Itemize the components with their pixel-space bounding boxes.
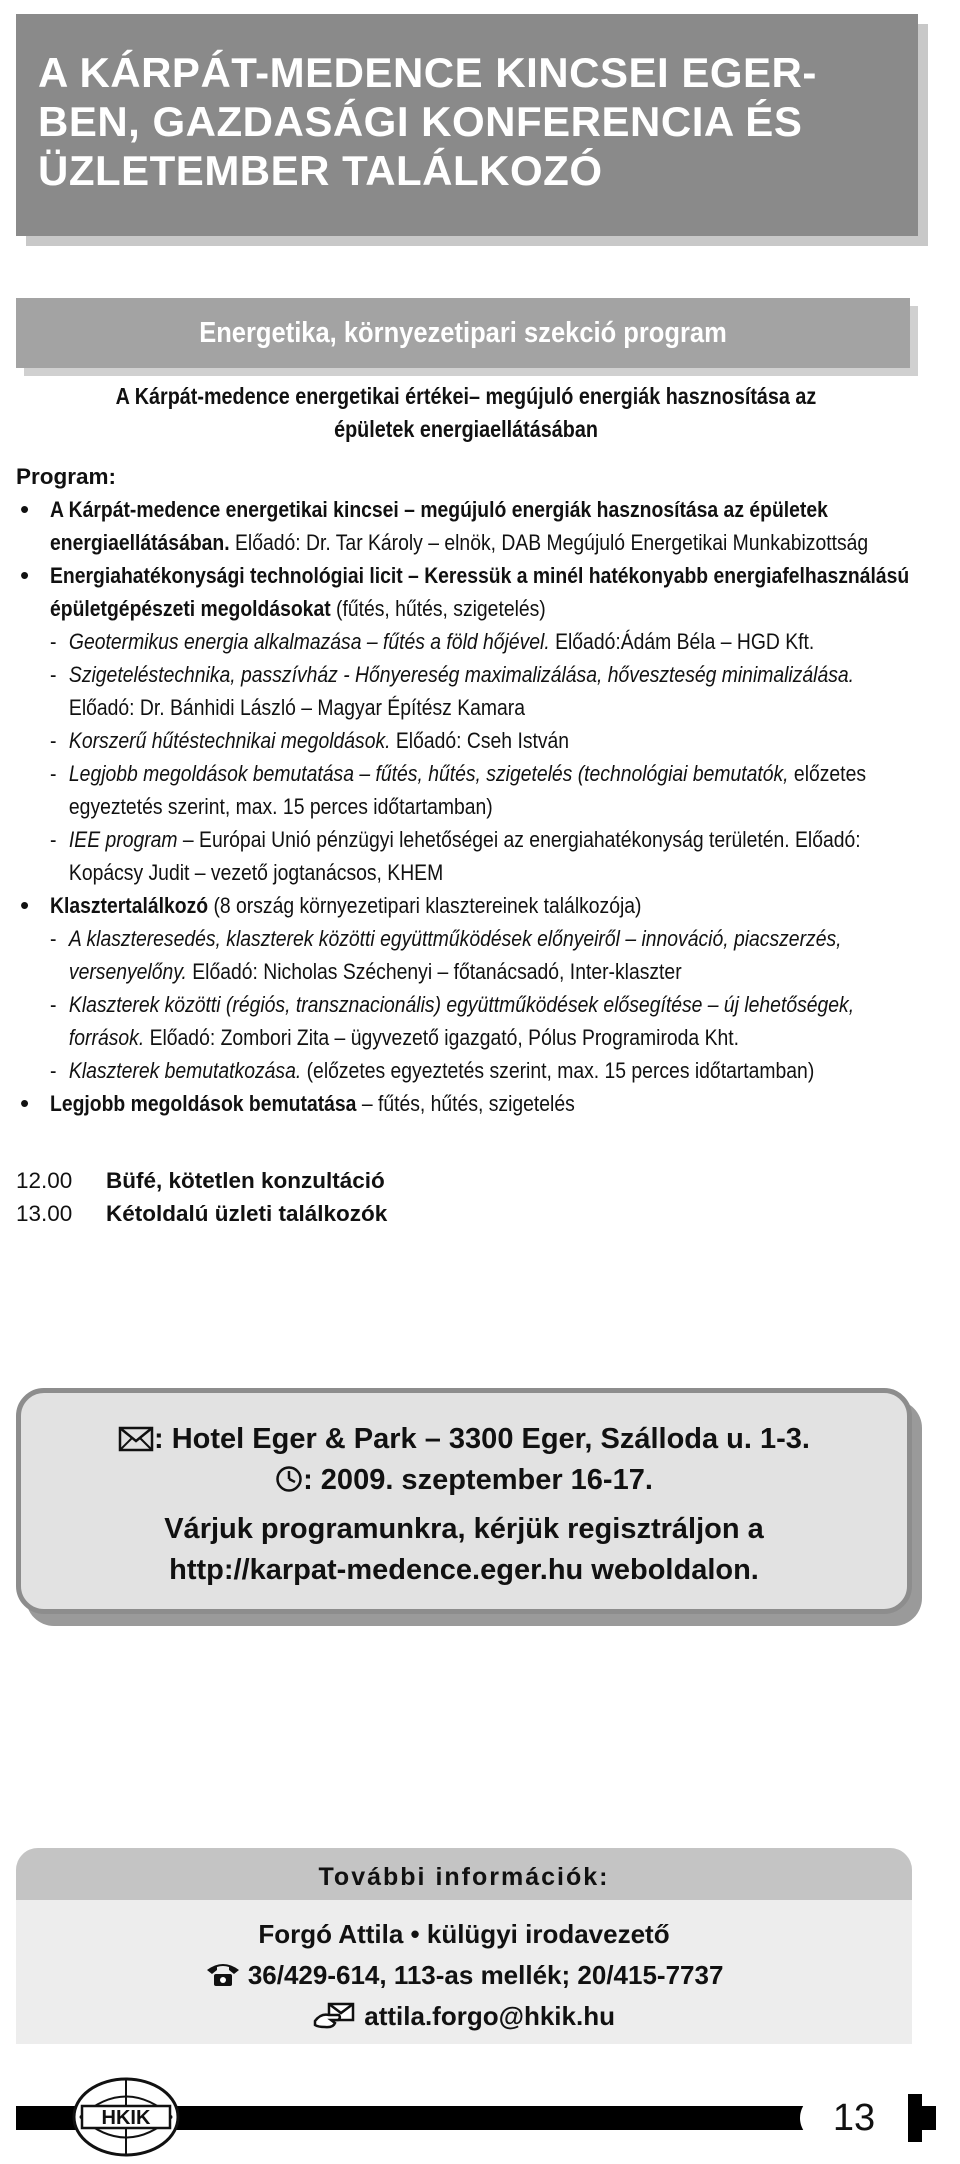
sub-item-title: Szigeteléstechnika, passzívház - Hőnyereség maximalizálása, hőveszteség minimalizálása. — [68, 662, 855, 687]
subtitle-line-2: épületek energiaellátásában — [334, 416, 598, 442]
sub-item-title: A klaszteresedés, klaszterek közötti együttműködések előnyeiről – innováció, piacszerzés, versenyelőny. — [68, 926, 842, 984]
subtitle-line-1: A Kárpát-medence energetikai értékei– megújuló energiák hasznosítása az — [115, 383, 817, 409]
sub-item — [50, 922, 919, 988]
program-item-detail: – fűtés, hűtés, szigetelés — [356, 1091, 575, 1116]
contact-heading: További információk: — [16, 1848, 912, 1900]
sub-item-detail: Előadó: Nicholas Széchenyi – főtanácsadó, Inter-klaszter — [186, 959, 682, 984]
invite-line-2[interactable]: http://karpat-medence.eger.hu weboldalon. — [169, 1554, 759, 1586]
program-item-title: Energiahatékonysági technológiai licit – Keressük a minél hatékonyabb energiafelhasználású épületgépészeti megoldásokat — [50, 563, 910, 621]
envelope-icon — [118, 1426, 154, 1452]
schedule-row — [16, 1164, 916, 1197]
telephone-icon — [205, 1960, 241, 1988]
sub-item — [50, 658, 919, 724]
contact-email-text[interactable]: attila.forgo@hkik.hu — [364, 2001, 615, 2031]
page-number-cap — [908, 2094, 922, 2142]
schedule-time: 13.00 — [16, 1201, 73, 1226]
contact-body — [16, 1900, 912, 2037]
program-item-title: A Kárpát-medence energetikai kincsei – megújuló energiák hasznosítása az épületek energiaellátásában. — [50, 497, 828, 555]
page-number-box — [800, 2094, 908, 2142]
sub-item-title: Klaszterek bemutatkozása. — [68, 1058, 302, 1083]
header-band — [16, 14, 918, 236]
event-date — [21, 1460, 907, 1501]
program-item-detail: (fűtés, hűtés, szigetelés) — [330, 596, 546, 621]
sub-item — [50, 625, 919, 658]
sub-list — [50, 625, 919, 889]
program-label: Program: — [16, 464, 117, 489]
program-list — [16, 493, 916, 1120]
venue-info-box — [16, 1388, 912, 1614]
contact-phone-text: 36/429-614, 113-as mellék; 20/415-7737 — [247, 1960, 724, 1990]
logo-text: HKIK — [101, 2107, 151, 2129]
schedule-time: 12.00 — [16, 1168, 73, 1193]
sub-item-title: IEE program — [68, 827, 178, 852]
invite-line-1: Várjuk programunkra, kérjük regisztráljon a — [164, 1513, 764, 1545]
clock-icon — [275, 1465, 303, 1493]
contact-name: Forgó Attila • külügyi irodavezető — [258, 1919, 670, 1949]
program-item-title: Legjobb megoldások bemutatása — [50, 1091, 357, 1116]
contact-phone — [16, 1955, 912, 1996]
contact-email — [16, 1996, 912, 2037]
section-bar — [16, 298, 910, 368]
sub-item — [50, 1054, 919, 1087]
program-item-detail: Előadó: Dr. Tar Károly – elnök, DAB Megújuló Energetikai Munkabizottság — [229, 530, 869, 555]
schedule — [16, 1164, 916, 1230]
program-item — [16, 493, 916, 559]
sub-list — [50, 922, 919, 1087]
sub-item-title: Geotermikus energia alkalmazása – fűtés a föld hőjével. — [68, 629, 550, 654]
sub-item — [50, 757, 919, 823]
sub-item-detail: Előadó: Zombori Zita – ügyvezető igazgató, Pólus Programiroda Kht. — [144, 1025, 739, 1050]
sub-item-detail: – Európai Unió pénzügyi lehetőségei az energiahatékonyság területén. Előadó: Kopácsy Judit – vezető jogtanácsos, KHEM — [68, 827, 861, 885]
page-number: 13 — [832, 2096, 876, 2139]
venue-address — [21, 1419, 907, 1460]
hkik-logo — [70, 2076, 182, 2158]
sub-item-title: Klaszterek közötti (régiós, transznacionális) együttműködések elősegítése – új lehetőségek, források. — [68, 992, 855, 1050]
section-title: Energetika, környezetipari szekció program — [199, 317, 727, 349]
sub-item-detail: Előadó:Ádám Béla – HGD Kft. — [549, 629, 815, 654]
sub-item-detail: Előadó: Dr. Bánhidi László – Magyar Építész Kamara — [68, 695, 525, 720]
schedule-label: Kétoldalú üzleti találkozók — [106, 1201, 388, 1226]
email-hand-icon — [313, 2001, 357, 2029]
program-item — [16, 1087, 916, 1120]
sub-item-title: Korszerű hűtéstechnikai megoldások. — [68, 728, 391, 753]
contact-box — [16, 1848, 912, 2044]
venue-address-text: : Hotel Eger & Park – 3300 Eger, Szálloda u. 1-3. — [154, 1423, 810, 1455]
program-item-title: Klasztertalálkozó — [50, 893, 209, 918]
program-subtitle — [16, 380, 916, 446]
page-title: A KÁRPÁT-MEDENCE KINCSEI EGER- BEN, GAZDASÁGI KONFERENCIA ÉS ÜZLETEMBER TALÁLKOZÓ — [38, 49, 817, 194]
sub-item — [50, 823, 919, 889]
schedule-row — [16, 1197, 916, 1230]
program-item — [16, 889, 916, 1087]
program-item-detail: (8 ország környezetipari klasztereinek találkozója) — [208, 893, 642, 918]
schedule-label: Büfé, kötetlen konzultáció — [106, 1168, 385, 1193]
sub-item-title: Legjobb megoldások bemutatása – fűtés, hűtés, szigetelés (technológiai bemutatók, — [68, 761, 789, 786]
sub-item-detail: Előadó: Cseh István — [390, 728, 570, 753]
sub-item — [50, 724, 919, 757]
program-content — [16, 380, 916, 1230]
sub-item — [50, 988, 919, 1054]
program-item — [16, 559, 916, 889]
sub-item-detail: (előzetes egyeztetés szerint, max. 15 perces időtartamban) — [301, 1058, 815, 1083]
sub-item-detail: előzetes egyeztetés szerint, max. 15 perces időtartamban) — [68, 761, 867, 819]
event-date-text: : 2009. szeptember 16-17. — [303, 1464, 653, 1496]
